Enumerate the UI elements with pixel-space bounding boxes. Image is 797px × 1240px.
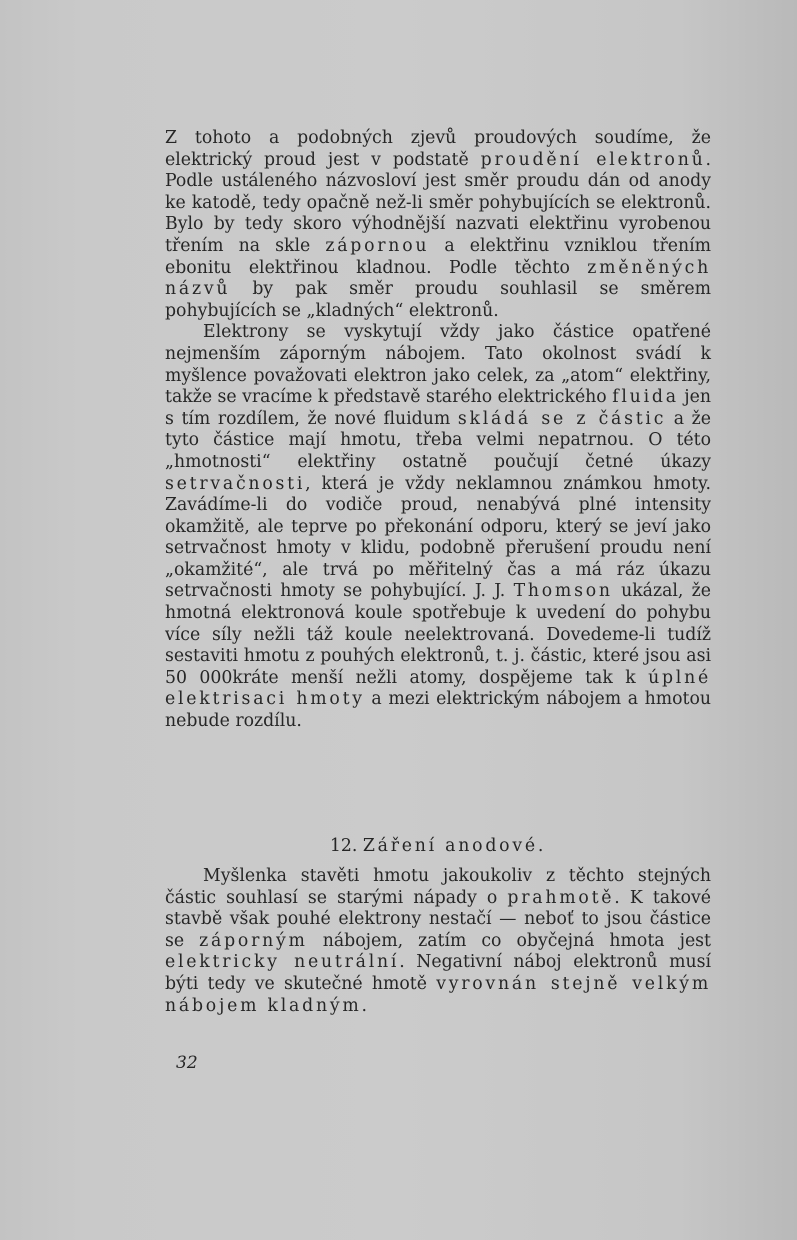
emphasis-run: fluida — [612, 387, 679, 408]
body-text — [165, 128, 711, 733]
section-text — [165, 866, 711, 1017]
text-run: . — [361, 995, 368, 1016]
section-title: Záření anodové. — [362, 836, 547, 856]
emphasis-run: zápornou — [325, 235, 430, 256]
emphasis-run: setrvačnosti — [165, 473, 306, 494]
emphasis-run: skládá se z částic — [457, 408, 667, 429]
section-number: 12. — [329, 836, 358, 856]
text-run: . K takové stavbě však pouhé elektrony nestačí — neboť to jsou částice se — [165, 887, 711, 951]
text-run: Elektrony se vyskytují vždy jako částice opatřené nejmenším záporným nábojem. Tato okolnost svádí k myšlence považovati elektron jako celek, za „atom“ elektřiny, takže se vracíme k představě starého elektrického — [165, 322, 711, 408]
text-run: nábojem, zatím co obyčejná hmota jest — [307, 930, 711, 951]
emphasis-run: změněných názvů — [165, 257, 711, 300]
text-run: Myšlenka stavěti hmotu jakoukoliv z těchto stejných částic souhlasí se starými nápady o — [165, 866, 711, 908]
text-run: Z tohoto a podobných zjevů proudových soudíme, že elektrický proud jest v podstatě — [165, 128, 711, 170]
text-run: by pak směr proudu souhlasil se směrem pohybujících se „kladných“ elektronů. — [165, 279, 711, 321]
paragraph-2 — [165, 322, 711, 732]
text-run: ukázal, že hmotná elektronová koule spotřebuje k uvedení do pohybu více síly nežli táž koule neelektrovaná. Dovedeme-li tudíž sestaviti hmotu z pouhých elektronů, t. j. částic, které jsou asi 50 000kráte menší nežli atomy, dospějeme tak k — [165, 581, 711, 688]
emphasis-run: proudění elektronů — [480, 149, 706, 170]
emphasis-run: prahmotě — [507, 887, 615, 908]
paragraph-3 — [165, 866, 711, 1017]
text-run: a že tyto částice mají hmotu, třeba velmi nepatrnou. O této „hmotnosti“ elektřiny ostatně poučují četné úkazy — [165, 408, 711, 472]
emphasis-run: Thomson — [513, 581, 613, 602]
text-run: . Negativní náboj elektronů musí býti tedy ve skutečné hmotě — [165, 952, 712, 994]
section-heading — [165, 836, 711, 856]
text-run: a elektřinu vzniklou třením ebonitu elektřinou kladnou. Podle těchto — [165, 235, 711, 278]
emphasis-run: úplné elektrisaci hmoty — [165, 667, 711, 710]
paragraph-1 — [165, 128, 711, 322]
emphasis-run: záporným — [199, 930, 308, 951]
text-run: a mezi elektrickým nábojem a hmotou nebude rozdílu. — [165, 689, 711, 732]
text-run: . Podle ustáleného názvosloví jest směr proudu dán od anody ke katodě, tedy opačně než-li směr pohybujících se elektronů. Bylo by tedy skoro výhodnější nazvati elektřinu vyrobenou třením na skle — [165, 149, 711, 256]
emphasis-run: vyrovnán stejně velkým nábojem kladným — [165, 973, 711, 1016]
emphasis-run: elektricky neutrální — [165, 952, 400, 973]
page-number: 32 — [176, 1053, 198, 1073]
text-run: , která je vždy neklamnou známkou hmoty. Zavádíme-li do vodiče proud, nenabývá plné intensity okamžitě, ale teprve po překonání odporu, který se jeví jako setrvačnost hmoty v klidu, podobně přerušení proudu není „okamžité“, ale trvá po měřitelný čas a má ráz úkazu setrvačnosti hmoty se pohybující. J. J. — [165, 473, 711, 602]
text-run: jen s tím rozdílem, že nové fluidum — [165, 387, 711, 429]
